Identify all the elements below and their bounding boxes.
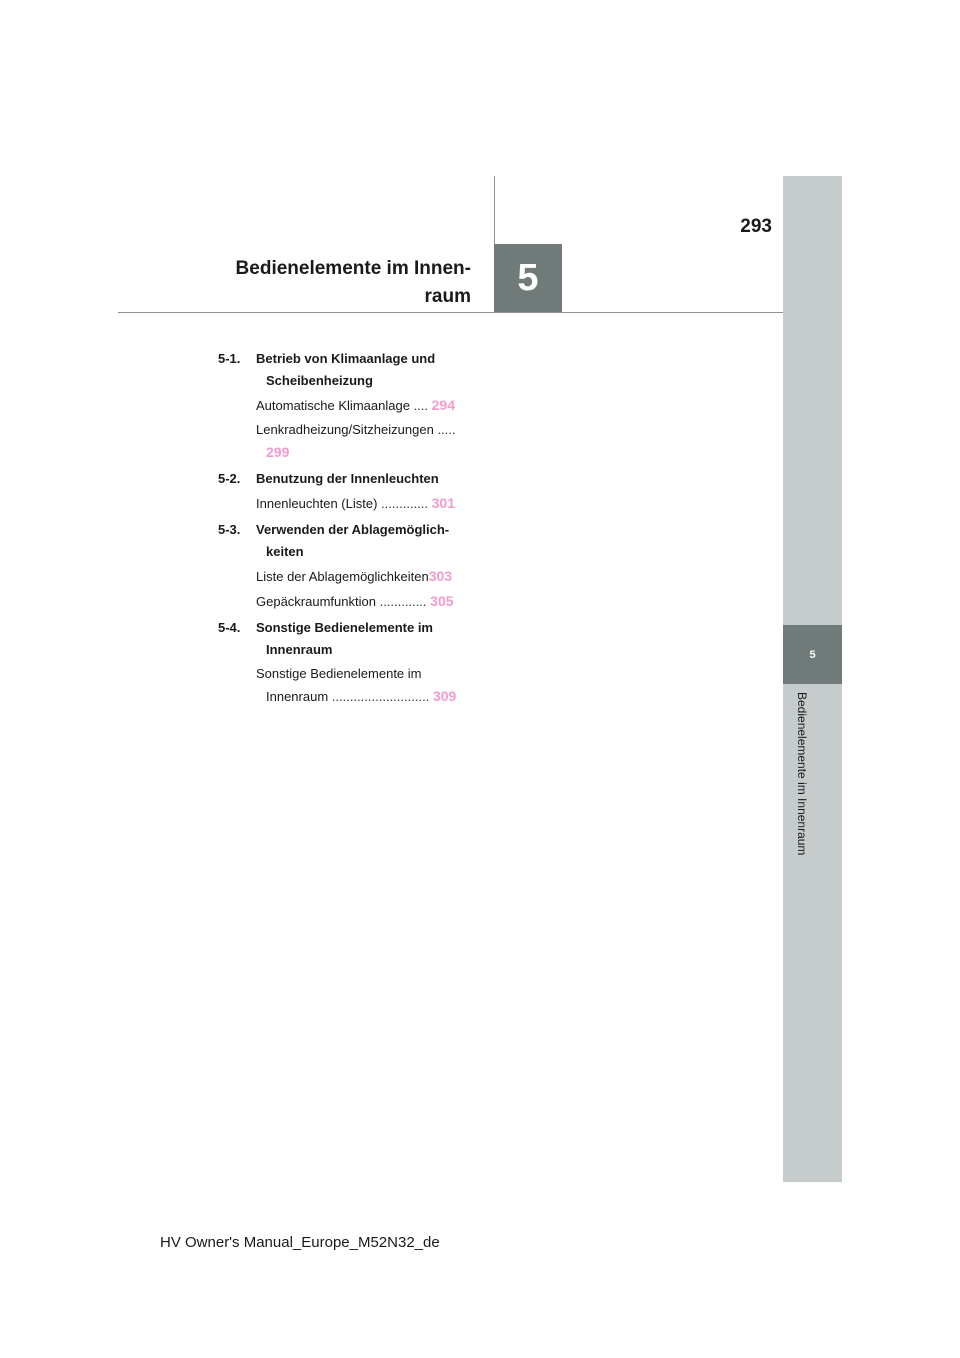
entry-dots: .... <box>413 398 428 413</box>
chapter-side-label: Bedienelemente im Innenraum <box>795 692 809 856</box>
chapter-number-box: 5 <box>494 244 562 312</box>
page-number: 293 <box>740 216 772 237</box>
entry-dots: ..... <box>437 422 456 437</box>
entry-label: Innenleuchten (Liste) <box>256 496 378 511</box>
entry-label: Sonstige Bedienelemente im <box>256 666 422 681</box>
toc-section-5-4[interactable] <box>218 617 468 661</box>
toc-entry-sonstige-bedienelemente[interactable] <box>218 663 468 708</box>
section-title: Sonstige Bedienelemente im <box>256 620 433 635</box>
entry-page-link[interactable]: 294 <box>431 397 455 413</box>
entry-page-link[interactable]: 299 <box>266 444 290 460</box>
entry-dots: ............. <box>381 496 429 511</box>
section-title-cont: keiten <box>266 544 304 559</box>
section-number: 5-3. <box>218 522 241 537</box>
chapter-title-line1: Bedienelemente im Innen- <box>235 258 471 279</box>
toc-entry-innenleuchten[interactable] <box>218 492 468 515</box>
entry-label: Automatische Klimaanlage <box>256 398 410 413</box>
chapter-title <box>180 255 471 311</box>
toc-section-5-1[interactable] <box>218 348 468 392</box>
section-title: Benutzung der Innenleuchten <box>256 471 439 486</box>
entry-page-link[interactable]: 301 <box>431 495 455 511</box>
table-of-contents <box>218 344 468 708</box>
chapter-title-line2: raum <box>424 286 471 307</box>
toc-section-5-2[interactable] <box>218 468 468 490</box>
entry-label: Lenkradheizung/Sitzheizungen <box>256 422 434 437</box>
chapter-side-tab[interactable]: 5 <box>783 625 842 684</box>
section-number: 5-4. <box>218 620 241 635</box>
toc-entry-ablagemoeglichkeiten[interactable] <box>218 565 468 588</box>
section-title: Verwenden der Ablagemöglich- <box>256 522 450 537</box>
entry-page-link[interactable]: 305 <box>430 593 454 609</box>
section-title-cont: Scheibenheizung <box>266 373 373 388</box>
section-number: 5-2. <box>218 471 241 486</box>
entry-page-link[interactable]: 303 <box>428 568 453 584</box>
entry-label-cont: Innenraum <box>266 689 329 704</box>
section-number: 5-1. <box>218 351 241 366</box>
footer-manual-id: HV Owner's Manual_Europe_M52N32_de <box>160 1234 440 1251</box>
entry-dots: ........................... <box>331 689 430 704</box>
section-title: Betrieb von Klimaanlage und <box>256 351 436 366</box>
section-title-cont: Innenraum <box>266 642 333 657</box>
toc-entry-lenkradheizung[interactable] <box>218 419 468 464</box>
toc-section-5-3[interactable] <box>218 519 468 563</box>
entry-label: Gepäckraumfunktion <box>256 594 376 609</box>
toc-entry-automatische-klimaanlage[interactable] <box>218 394 468 417</box>
entry-label: Liste der Ablagemöglichkeiten <box>256 569 429 584</box>
entry-page-link[interactable]: 309 <box>432 688 457 704</box>
toc-entry-gepaeckraumfunktion[interactable] <box>218 590 468 613</box>
header-vertical-rule <box>494 176 495 244</box>
header-horizontal-rule <box>118 312 783 313</box>
entry-dots: ............. <box>379 594 427 609</box>
